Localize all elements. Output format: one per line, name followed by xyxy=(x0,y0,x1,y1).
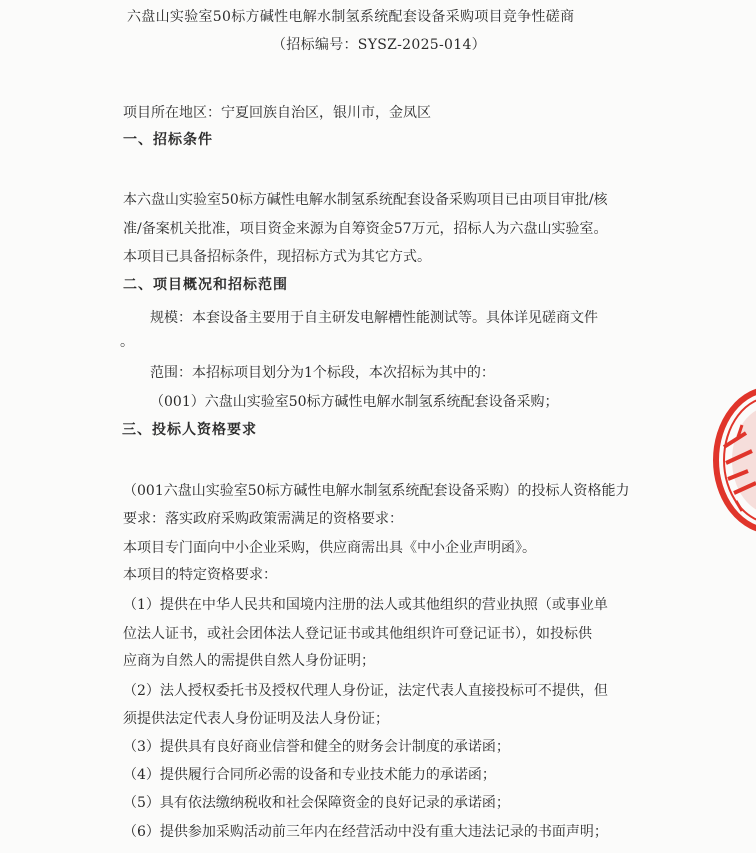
section3-heading: 三、投标人资格要求 xyxy=(122,422,257,438)
section3-line: 须提供法定代表人身份证明及法人身份证； xyxy=(123,711,389,727)
official-seal-icon xyxy=(712,385,756,535)
section1-line: 准/备案机关批准，项目资金来源为自筹资金57万元，招标人为六盘山实验室。 xyxy=(123,221,608,237)
project-location: 项目所在地区：宁夏回族自治区，银川市，金凤区 xyxy=(123,105,431,121)
section2-line: （001）六盘山实验室50标方碱性电解水制氢系统配套设备采购； xyxy=(150,394,559,410)
section3-line: 位法人证书，或社会团体法人登记证书或其他组织许可登记证书），如投标供 xyxy=(123,626,592,642)
section3-line: （5）具有依法缴纳税收和社会保障资金的良好记录的承诺函； xyxy=(123,795,510,811)
section2-line: 规模：本套设备主要用于自主研发电解槽性能测试等。具体详见磋商文件 xyxy=(150,310,598,326)
tender-number: （招标编号：SYSZ-2025-014） xyxy=(272,37,486,53)
section1-line: 本六盘山实验室50标方碱性电解水制氢系统配套设备采购项目已由项目审批/核 xyxy=(123,192,608,208)
section3-line: 要求：落实政府采购政策需满足的资格要求： xyxy=(123,511,403,527)
section3-line: 本项目专门面向中小企业采购，供应商需出具《中小企业声明函》。 xyxy=(123,540,536,556)
section3-line: （001六盘山实验室50标方碱性电解水制氢系统配套设备采购）的投标人资格能力 xyxy=(123,483,630,499)
document-title: 六盘山实验室50标方碱性电解水制氢系统配套设备采购项目竞争性磋商 xyxy=(127,9,575,25)
section2-line: 。 xyxy=(120,334,134,350)
section1-heading: 一、招标条件 xyxy=(123,132,213,148)
section3-line: （1）提供在中华人民共和国境内注册的法人或其他组织的营业执照（或事业单 xyxy=(123,597,608,613)
section2-line: 范围：本招标项目划分为1个标段，本次招标为其中的： xyxy=(150,365,495,381)
section3-line: （4）提供履行合同所必需的设备和专业技术能力的承诺函； xyxy=(123,767,496,783)
section1-line: 本项目已具备招标条件，现招标方式为其它方式。 xyxy=(123,249,431,265)
section3-line: （2）法人授权委托书及授权代理人身份证，法定代表人直接投标可不提供，但 xyxy=(123,683,608,699)
section3-line: 应商为自然人的需提供自然人身份证明； xyxy=(123,653,375,669)
section2-heading: 二、项目概况和招标范围 xyxy=(123,277,288,293)
section3-line: 本项目的特定资格要求： xyxy=(123,567,277,583)
section3-line: （3）提供具有良好商业信誉和健全的财务会计制度的承诺函； xyxy=(123,739,510,755)
section3-line: （6）提供参加采购活动前三年内在经营活动中没有重大违法记录的书面声明； xyxy=(123,824,608,840)
